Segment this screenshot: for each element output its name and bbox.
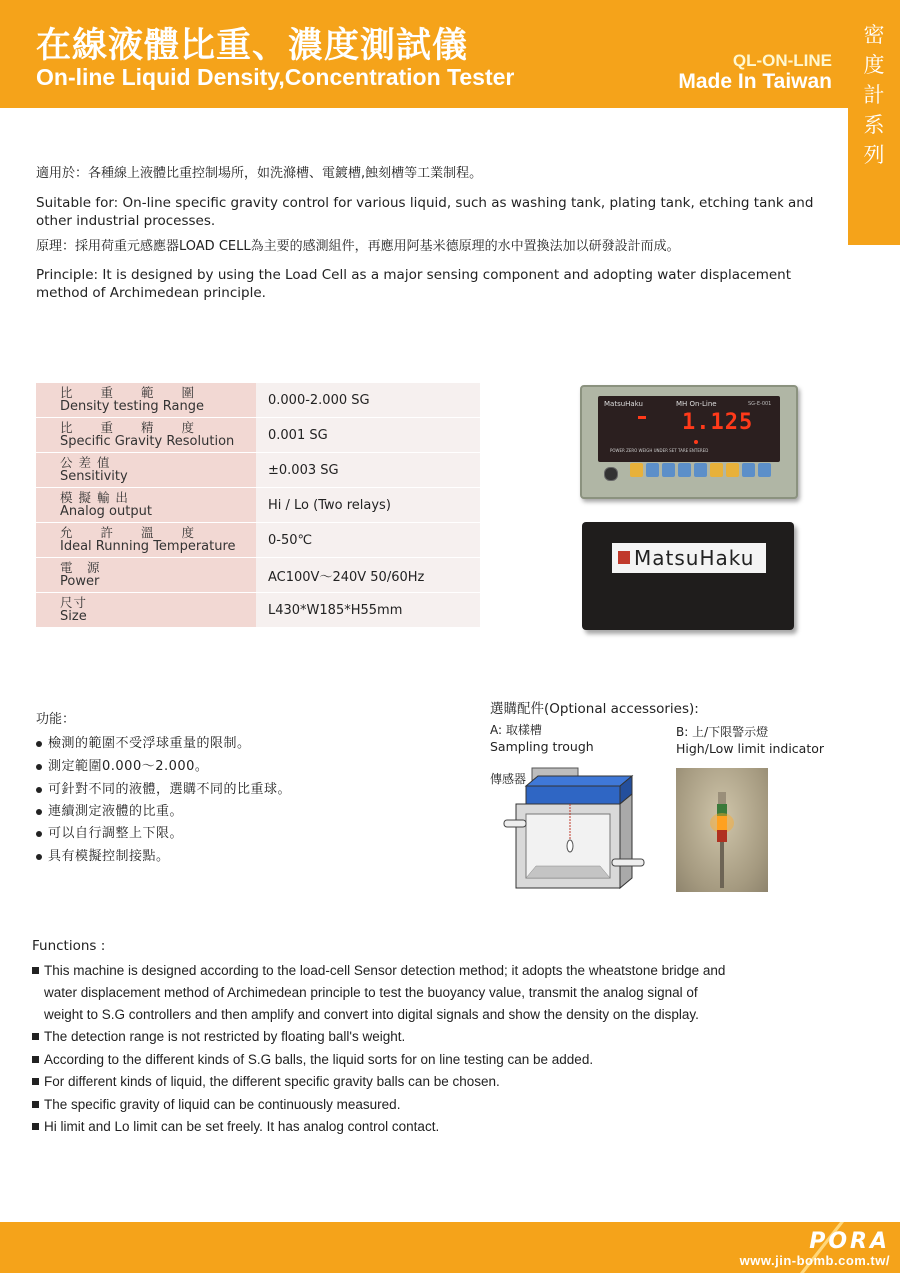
- spec-value: 0.000-2.000 SG: [256, 383, 480, 418]
- device-enclosure-label: [612, 543, 766, 573]
- functions-zh-item: [36, 755, 208, 774]
- spec-label-en: Density testing Range: [60, 399, 204, 414]
- spec-label: [36, 488, 256, 523]
- functions-en-text-cont: water displacement method of Archimedean principle to test the buoyancy value, transmit the analog signal of: [44, 985, 698, 1000]
- pora-logo: PORA: [809, 1229, 890, 1254]
- device-key: [630, 463, 643, 477]
- functions-zh-text: 可針對不同的液體，選購不同的比重球。: [48, 782, 292, 797]
- functions-en-item: [32, 1071, 500, 1093]
- bullet-square-icon: [32, 1033, 39, 1040]
- outlet-pipe-icon: [612, 859, 644, 866]
- page-title-zh: 在線液體比重、濃度測試儀: [36, 26, 469, 66]
- sampling-trough-illustration: [500, 764, 660, 894]
- spec-row: [36, 488, 480, 523]
- functions-en-item: [32, 1116, 439, 1138]
- sensor-label: 傳感器: [490, 772, 527, 786]
- bullet-square-icon: [32, 1101, 39, 1108]
- device-brand-label: MatsuHaku: [604, 400, 643, 408]
- device-key: [694, 463, 707, 477]
- side-tab-char: 系: [863, 113, 885, 137]
- functions-zh-text: 連續測定液體的比重。: [48, 804, 184, 819]
- spec-value: L430*W185*H55mm: [256, 593, 480, 628]
- functions-zh-text: 檢測的範圍不受浮球重量的限制。: [48, 736, 251, 751]
- spec-value: 0.001 SG: [256, 418, 480, 453]
- suitable-en-line1: Suitable for: On-line specific gravity control for various liquid, such as washing tank, plating tank, etching tank and: [36, 195, 814, 211]
- functions-zh-title: 功能：: [36, 712, 76, 727]
- functions-zh-item: [36, 822, 183, 841]
- series-side-tab-text: [848, 20, 900, 170]
- spec-label-zh: 電 源: [60, 560, 101, 575]
- principle-en-line2: method of Archimedean principle.: [36, 285, 266, 301]
- device-key: [742, 463, 755, 477]
- device-key: [758, 463, 771, 477]
- functions-en-text-cont: weight to S.G controllers and then amplify and convert into digital signals and show the density on the display.: [44, 1007, 699, 1022]
- spec-table: [36, 383, 480, 628]
- matsuhaku-logo-icon: [618, 551, 630, 564]
- device-model-label: MH On-Line: [676, 400, 717, 408]
- spec-label: [36, 523, 256, 558]
- functions-zh-item: [36, 800, 183, 819]
- lamp-red-segment: [717, 830, 727, 842]
- bullet-icon: [36, 809, 42, 815]
- device-power-knob: [604, 467, 618, 481]
- bullet-square-icon: [32, 1056, 39, 1063]
- page-title-en: On-line Liquid Density,Concentration Tester: [36, 64, 515, 90]
- spec-row: [36, 523, 480, 558]
- bullet-icon: [36, 831, 42, 837]
- limit-indicator-photo: [676, 768, 768, 892]
- accessory-b-name: High/Low limit indicator: [676, 741, 825, 756]
- trough-body-side: [620, 794, 632, 888]
- spec-label-en: Specific Gravity Resolution: [60, 434, 235, 449]
- bullet-square-icon: [32, 967, 39, 974]
- spec-label-en: Power: [60, 574, 100, 589]
- model-code: QL-ON-LINE: [732, 51, 832, 70]
- device-indicator-labels: POWER ZERO WEIGH UNDER SET TARE ENTERED: [610, 448, 709, 453]
- functions-en-text: According to the different kinds of S.G balls, the liquid sorts for on line testing can be added.: [44, 1052, 594, 1067]
- functions-en-text: Hi limit and Lo limit can be set freely. It has analog control contact.: [44, 1119, 440, 1134]
- functions-en-item: [32, 1094, 400, 1116]
- side-tab-char: 密: [863, 23, 885, 47]
- spec-row: [36, 453, 480, 488]
- bullet-square-icon: [32, 1078, 39, 1085]
- spec-label-en: Analog output: [60, 504, 152, 519]
- functions-en-text: For different kinds of liquid, the different specific gravity balls can be chosen.: [44, 1074, 500, 1089]
- functions-en-title: Functions :: [32, 938, 106, 954]
- trough-floor: [526, 866, 610, 878]
- bullet-icon: [36, 787, 42, 793]
- spec-row: [36, 418, 480, 453]
- side-tab-char: 度: [863, 53, 885, 77]
- lamp-pole: [720, 842, 724, 888]
- made-in-label: Made In Taiwan: [678, 70, 832, 93]
- functions-en-text: The specific gravity of liquid can be continuously measured.: [44, 1097, 401, 1112]
- spec-row: [36, 383, 480, 418]
- device-serial-label: SG-E-001: [748, 401, 772, 407]
- device-key: [726, 463, 739, 477]
- device-enclosure-photo: [582, 522, 794, 630]
- functions-en-item: [32, 1049, 593, 1071]
- series-side-tab: [848, 0, 900, 245]
- suitable-en-line2: other industrial processes.: [36, 213, 216, 229]
- spec-value: AC100V～240V 50/60Hz: [256, 558, 480, 593]
- spec-row: [36, 593, 480, 628]
- functions-zh-item: [36, 778, 291, 797]
- functions-zh-text: 測定範圍0.000～2.000。: [48, 759, 209, 774]
- functions-zh-text: 具有模擬控制接點。: [48, 849, 170, 864]
- spec-label: [36, 453, 256, 488]
- spec-label-en: Sensitivity: [60, 469, 128, 484]
- device-display-panel: [598, 396, 780, 462]
- device-key: [646, 463, 659, 477]
- spec-label-zh: 公 差 值: [60, 455, 111, 470]
- lamp-cap: [718, 792, 726, 804]
- device-minus-indicator: [638, 416, 646, 419]
- trough-lid-front: [526, 786, 620, 804]
- float-ball-icon: [567, 840, 573, 852]
- accessory-a-label: A: 取樣槽: [490, 723, 542, 737]
- bullet-icon: [36, 854, 42, 860]
- device-key: [678, 463, 691, 477]
- trough-lid-top: [526, 776, 632, 786]
- accessories-title: 選購配件(Optional accessories):: [490, 701, 699, 717]
- side-tab-char: 計: [863, 83, 885, 107]
- spec-value: ±0.003 SG: [256, 453, 480, 488]
- spec-label: [36, 418, 256, 453]
- functions-en-item: [32, 960, 725, 1026]
- functions-zh-item: [36, 732, 251, 751]
- spec-row: [36, 558, 480, 593]
- spec-value: Hi / Lo (Two relays): [256, 488, 480, 523]
- functions-en-text: The detection range is not restricted by floating ball's weight.: [44, 1029, 406, 1044]
- device-enclosure-brand: MatsuHaku: [634, 546, 755, 570]
- functions-en-text: This machine is designed according to the load-cell Sensor detection method; it adopts the wheatstone bridge and: [44, 963, 726, 978]
- device-key: [710, 463, 723, 477]
- spec-label-en: Size: [60, 609, 87, 624]
- side-tab-char: 列: [863, 143, 885, 167]
- suitable-zh: 適用於：各種線上液體比重控制場所，如洗滌槽、電鍍槽,蝕刻槽等工業制程。: [36, 166, 483, 181]
- spec-label-zh: 模 擬 輸 出: [60, 490, 129, 505]
- spec-label: [36, 383, 256, 418]
- spec-label-zh: 比 重 範 圍: [60, 385, 196, 400]
- bullet-icon: [36, 741, 42, 747]
- inlet-pipe-icon: [504, 820, 526, 827]
- device-status-led: [694, 440, 698, 444]
- bullet-icon: [36, 764, 42, 770]
- spec-value: 0-50℃: [256, 523, 480, 558]
- device-key: [662, 463, 675, 477]
- warning-lamp-icon: [676, 768, 768, 892]
- principle-zh: 原理：採用荷重元感應器LOAD CELL為主要的感測組件，再應用阿基米德原理的水中置換法加以研發設計而成。: [36, 239, 680, 254]
- bullet-square-icon: [32, 1123, 39, 1130]
- functions-zh-item: [36, 845, 170, 864]
- device-led-reading: 1.125: [682, 410, 754, 435]
- functions-en-item: [32, 1026, 405, 1048]
- website-link[interactable]: www.jin-bomb.com.tw/: [739, 1253, 890, 1268]
- spec-label-zh: 比 重 精 度: [60, 420, 196, 435]
- accessory-a-name: Sampling trough: [490, 739, 594, 754]
- functions-zh-text: 可以自行調整上下限。: [48, 826, 184, 841]
- principle-en-line1: Principle: It is designed by using the Load Cell as a major sensing component and adopting water displacement: [36, 267, 791, 283]
- spec-label: [36, 558, 256, 593]
- device-front-panel-photo: [580, 385, 798, 499]
- spec-label-zh: 允 許 溫 度: [60, 525, 196, 540]
- spec-label-zh: 尺寸: [60, 595, 88, 610]
- accessory-b-label: B: 上/下限警示燈: [676, 725, 769, 739]
- spec-label-en: Ideal Running Temperature: [60, 539, 236, 554]
- spec-label: [36, 593, 256, 628]
